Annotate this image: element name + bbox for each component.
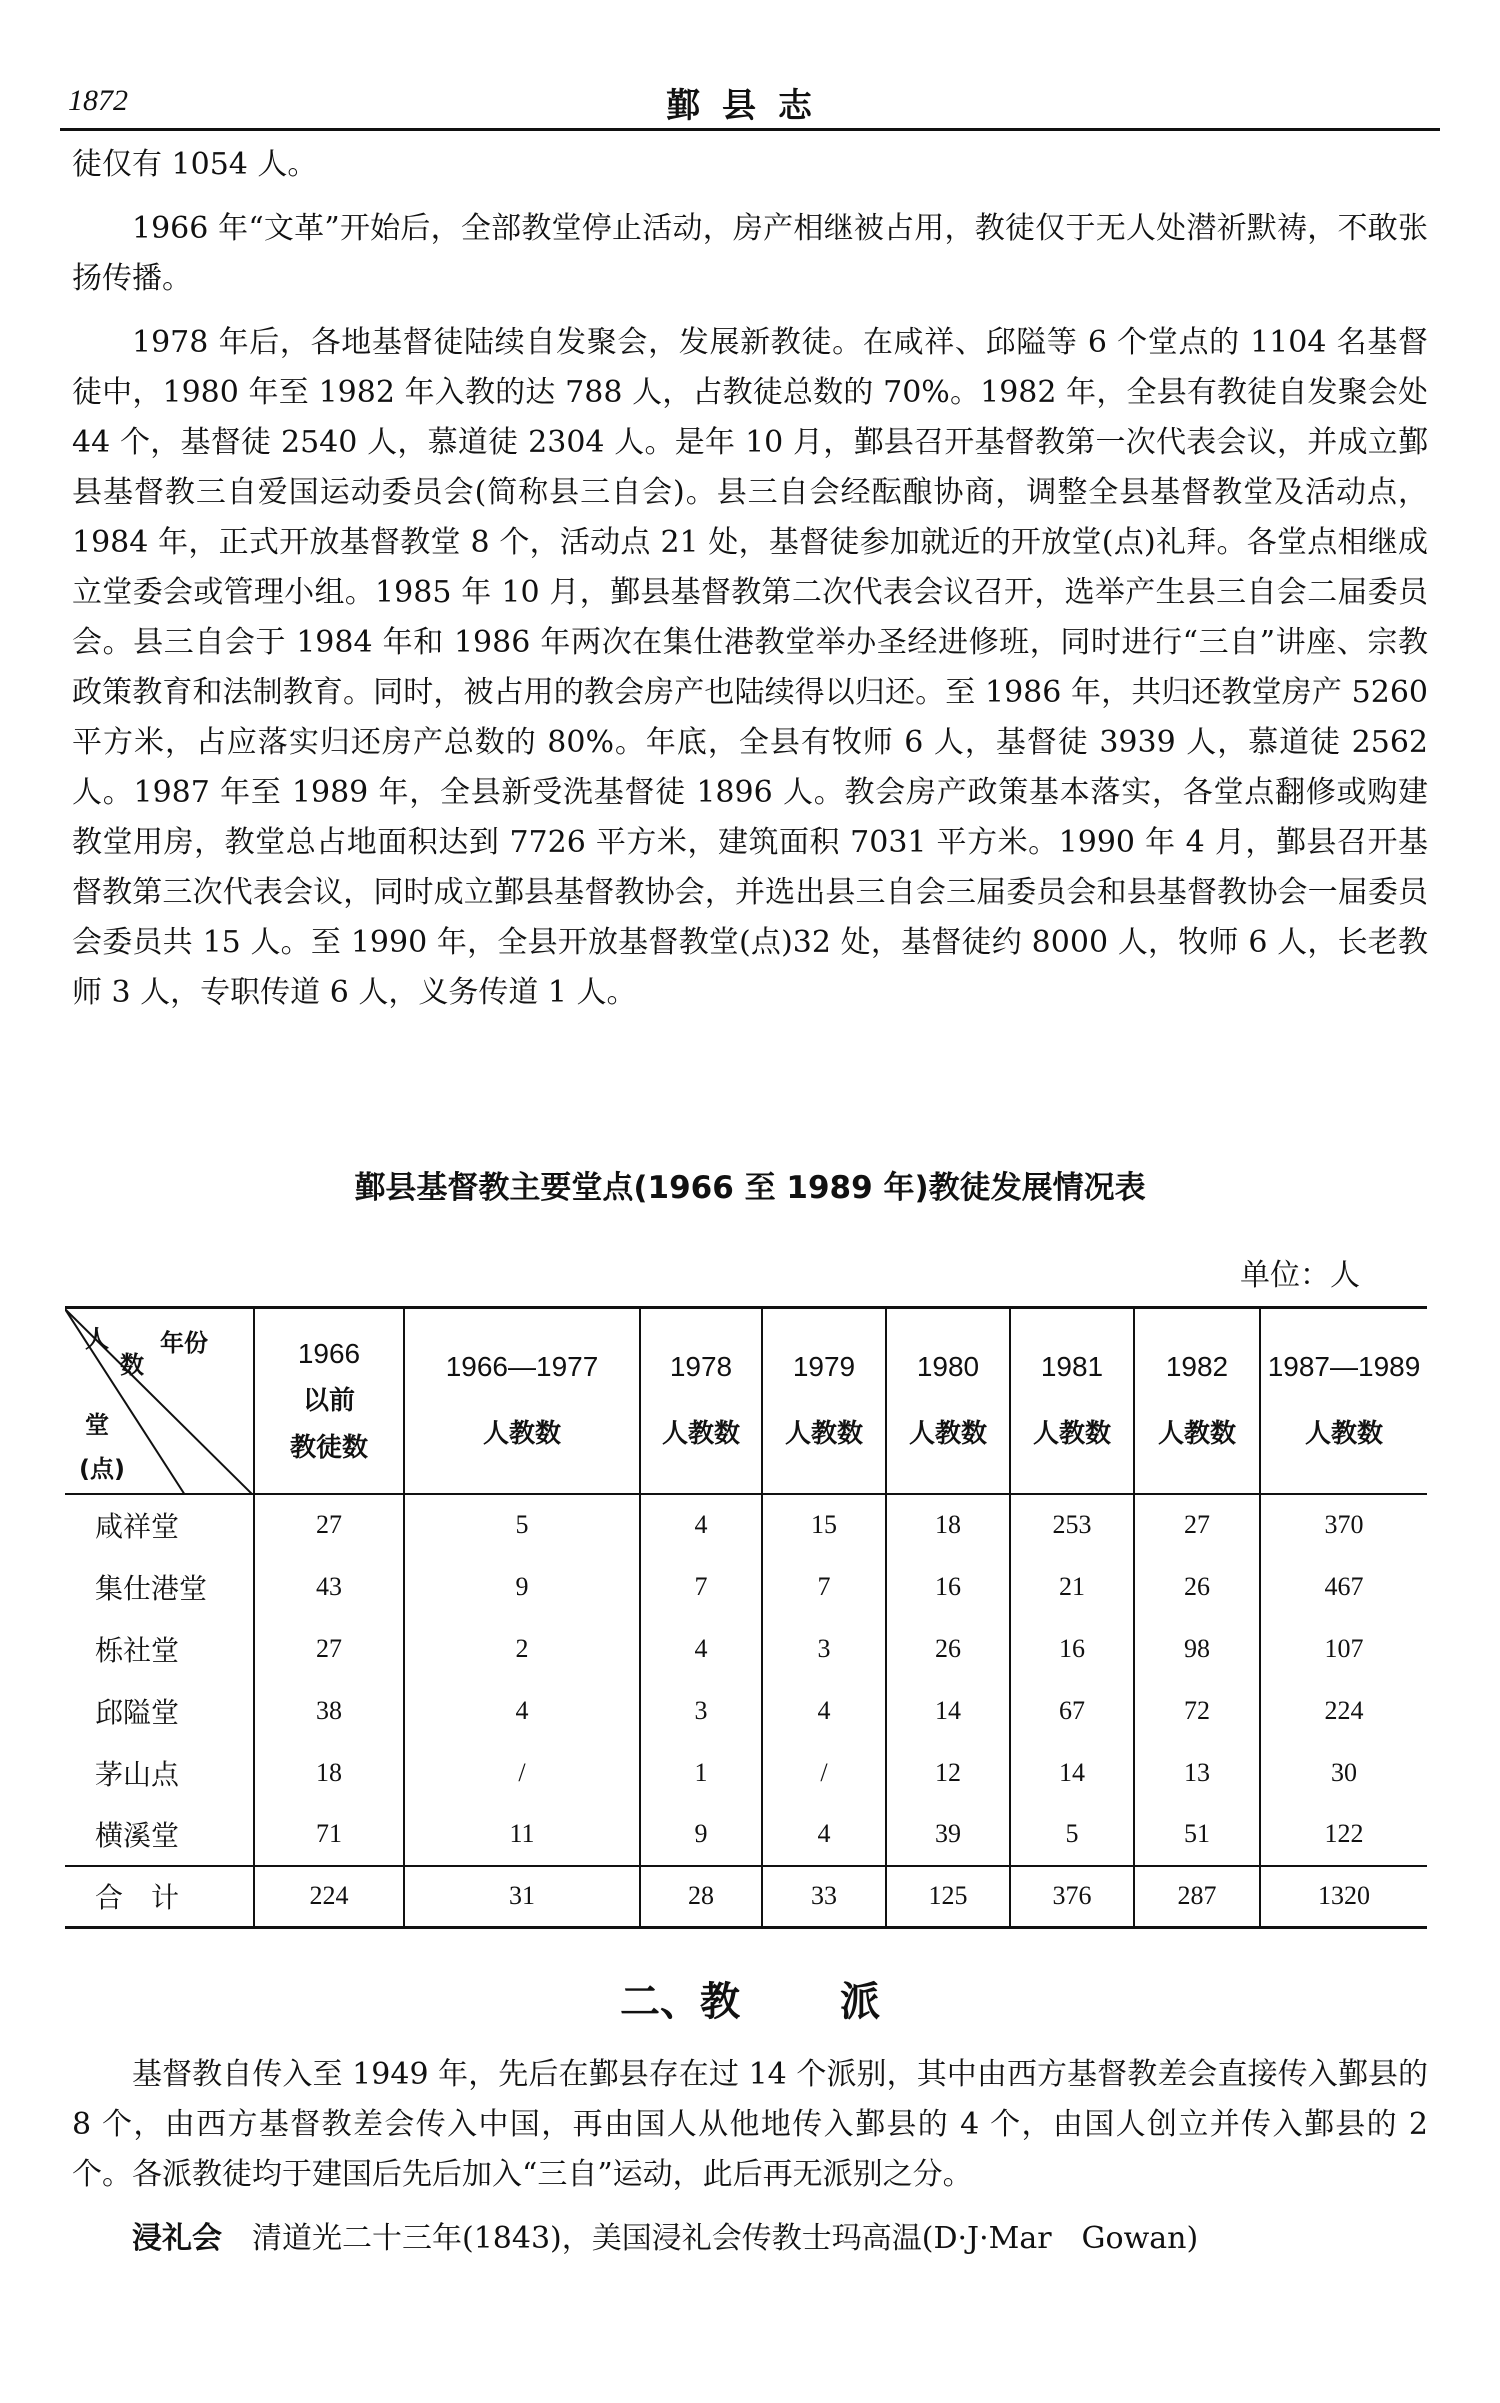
column-sub2: 人教数 [784,1419,863,1450]
corner-point: (点) [79,1455,125,1483]
table-cell: 14 [1010,1742,1134,1804]
row-name: 横溪堂 [95,1819,180,1852]
column-sub1: 以前 [302,1385,355,1416]
table-cell: 27 [1134,1494,1260,1556]
table-total-row [65,1866,1427,1928]
section-paragraph-2-text: 清道光二十三年(1843)，美国浸礼会传教士玛高温(D·J·Mar Gowan) [222,2221,1199,2256]
table-row [65,1804,1427,1866]
table-cell: 4 [762,1680,886,1742]
page-header [60,78,1440,128]
table-cell: 224 [254,1866,404,1928]
table-cell: 467 [1260,1556,1427,1618]
table-cell: 224 [1260,1680,1427,1742]
table-cell: 3 [640,1680,762,1742]
table-cell: 5 [404,1494,640,1556]
table-cell: 30 [1260,1742,1427,1804]
column-header [762,1308,886,1494]
table-cell: 122 [1260,1804,1427,1866]
column-header [1010,1308,1134,1494]
table-row [65,1494,1427,1556]
column-year: 1987—1989 [1267,1351,1421,1383]
table-cell: 67 [1010,1680,1134,1742]
table-cell: 39 [886,1804,1010,1866]
row-name: 栎社堂 [95,1633,180,1667]
corner-year: 年份 [160,1329,208,1357]
table-cell: 51 [1134,1804,1260,1866]
table-cell: 125 [886,1866,1010,1928]
column-sub2: 教徒数 [289,1432,368,1463]
table-cell: 98 [1134,1618,1260,1680]
table-cell: 3 [762,1618,886,1680]
column-sub2: 人教数 [908,1419,987,1450]
table-cell: 11 [404,1804,640,1866]
table-row [65,1742,1427,1804]
table-cell: 12 [886,1742,1010,1804]
column-header [1134,1308,1260,1494]
table-cell: 72 [1134,1680,1260,1742]
section-heading [60,1970,1440,2027]
table-row [65,1618,1427,1680]
book-title: 鄞县志 [666,86,834,126]
table-cell: 2 [404,1618,640,1680]
table-cell: 43 [254,1556,404,1618]
denomination-term: 浸礼会 [132,2221,222,2256]
body-text [72,140,1428,1032]
row-name: 集仕港堂 [95,1571,208,1605]
table-cell: 16 [1010,1618,1134,1680]
table-cell: 7 [640,1556,762,1618]
paragraph-3: 1978 年后，各地基督徒陆续自发聚会，发展新教徒。在咸祥、邱隘等 6 个堂点的 1104 名基督徒中，1980 年至 1982 年入教的达 788 人，占教徒总数的 70%。1982 年，全县有教徒自发聚会处 44 个，基督徒 2540 人，慕道徒 2304 人。是年 10 月，鄞县召开基督教第一次代表会议，并成立鄞县基督教三自爱国运动委员会(简称县三自会)。县三自会经酝酿协商，调整全县基督教堂及活动点，1984 年，正式开放基督教堂 8 个，活动点 21 处，基督徒参加就近的开放堂(点)礼拜。各堂点相继成立堂委会或管理小组。1985 年 10 月，鄞县基督教第二次代表会议召开，选举产生县三自会二届委员会。县三自会于 1984 年和 1986 年两次在集仕港教堂举办圣经进修班，同时进行“三自”讲座、宗教政策教育和法制教育。同时，被占用的教会房产也陆续得以归还。至 1986 年，共归还教堂房产 5260 平方米，占应落实归还房产总数的 80%。年底，全县有牧师 6 人，基督徒 3939 人，慕道徒 2562 人。1987 年至 1989 年，全县新受洗基督徒 1896 人。教会房产政策基本落实，各堂点翻修或购建教堂用房，教堂总占地面积达到 7726 平方米，建筑面积 7031 平方米。1990 年 4 月，鄞县召开基督教第三次代表会议，同时成立鄞县基督教协会，并选出县三自会三届委员会和县基督教协会一届委员会委员共 15 人。至 1990 年，全县开放基督教堂(点)32 处，基督徒约 8000 人，牧师 6 人，长老教师 3 人，专职传道 6 人，义务传道 1 人。 [72,325,1428,1010]
column-header [1260,1308,1427,1494]
row-name: 邱隘堂 [95,1695,180,1729]
table-cell: 4 [640,1618,762,1680]
table-row [65,1680,1427,1742]
section-body [72,2050,1428,2278]
table-cell: 7 [762,1556,886,1618]
table-cell: 14 [886,1680,1010,1742]
table-cell: 287 [1134,1866,1260,1928]
column-year: 1982 [1165,1351,1229,1383]
table-cell: 1 [640,1742,762,1804]
table-cell: 9 [640,1804,762,1866]
table-title: 鄞县基督教主要堂点(1966 至 1989 年)教徒发展情况表 [354,1170,1146,1206]
table-cell: 71 [254,1804,404,1866]
column-header [640,1308,762,1494]
column-header [886,1308,1010,1494]
table-cell: 376 [1010,1866,1134,1928]
column-sub2: 人教数 [1032,1419,1111,1450]
row-name: 茅山点 [95,1757,180,1791]
column-sub2: 人教数 [661,1419,740,1450]
page-number: 1872 [68,84,128,117]
column-year: 1979 [792,1351,856,1383]
paragraph-1: 徒仅有 1054 人。 [72,147,318,182]
table-cell: 370 [1260,1494,1427,1556]
table-header-row [65,1308,1427,1494]
column-sub2: 人教数 [482,1419,561,1450]
table-cell: 107 [1260,1618,1427,1680]
column-year: 1980 [916,1351,980,1383]
row-name: 咸祥堂 [95,1510,180,1543]
table-cell: 9 [404,1556,640,1618]
table-cell: 4 [640,1494,762,1556]
corner-hall: 堂 [85,1411,109,1439]
column-year: 1981 [1040,1351,1104,1383]
header-rule [60,128,1440,131]
table-cell: 26 [886,1618,1010,1680]
corner-count: 数 [120,1351,144,1379]
column-sub2: 人教数 [1157,1419,1236,1450]
table-cell: / [404,1742,640,1804]
table-cell: 28 [640,1866,762,1928]
table-cell: 1320 [1260,1866,1427,1928]
column-year: 1966 [297,1337,361,1369]
table-cell: 21 [1010,1556,1134,1618]
corner-people: 人 [85,1325,109,1353]
table-cell: 33 [762,1866,886,1928]
table-cell: / [762,1742,886,1804]
table-row [65,1556,1427,1618]
section-paragraph-2 [72,2214,1428,2264]
table-cell: 15 [762,1494,886,1556]
statistics-table [65,1306,1427,1929]
section-heading-part-a: 二、教 [620,1979,740,2025]
table-cell: 4 [762,1804,886,1866]
column-year: 1978 [669,1351,733,1383]
row-name: 合 计 [65,1866,254,1928]
table-cell: 16 [886,1556,1010,1618]
section-heading-part-b: 派 [840,1979,880,2025]
column-header [404,1308,640,1494]
table-cell: 253 [1010,1494,1134,1556]
table-cell: 26 [1134,1556,1260,1618]
table-cell: 5 [1010,1804,1134,1866]
table-unit: 单位：人 [1240,1258,1360,1293]
paragraph-2: 1966 年“文革”开始后，全部教堂停止活动，房产相继被占用，教徒仅于无人处潜祈默祷，不敢张扬传播。 [72,211,1428,296]
table-cell: 18 [254,1742,404,1804]
table-cell: 38 [254,1680,404,1742]
table-cell: 4 [404,1680,640,1742]
column-year: 1966—1977 [445,1351,599,1383]
diagonal-header-cell [65,1308,254,1494]
section-paragraph-1: 基督教自传入至 1949 年，先后在鄞县存在过 14 个派别，其中由西方基督教差会直接传入鄞县的 8 个，由西方基督教差会传入中国，再由国人从他地传入鄞县的 4 个，由国人创立并传入鄞县的 2 个。各派教徒均于建国后先后加入“三自”运动，此后再无派别之分。 [72,2057,1428,2192]
table-cell: 31 [404,1866,640,1928]
column-sub2: 人教数 [1304,1419,1383,1450]
table-cell: 18 [886,1494,1010,1556]
table-cell: 27 [254,1618,404,1680]
column-header [254,1308,404,1494]
table-cell: 27 [254,1494,404,1556]
table-cell: 13 [1134,1742,1260,1804]
